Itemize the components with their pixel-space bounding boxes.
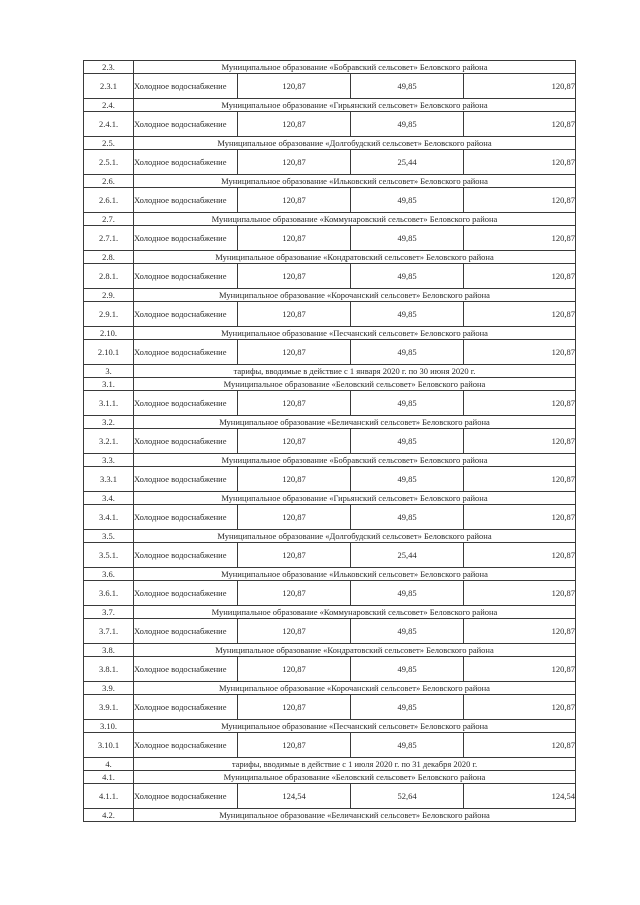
tariff-value-2: 49,85 bbox=[351, 391, 464, 416]
row-number: 3.6.1. bbox=[84, 581, 134, 606]
tariff-value-1: 120,87 bbox=[238, 340, 351, 365]
section-header-row bbox=[84, 99, 576, 112]
tariff-value-2: 49,85 bbox=[351, 302, 464, 327]
service-name: Холодное водоснабжение bbox=[134, 619, 238, 644]
tariff-value-1: 120,87 bbox=[238, 226, 351, 251]
row-number: 2.3.1 bbox=[84, 74, 134, 99]
tariff-value-1: 120,87 bbox=[238, 74, 351, 99]
section-title: Муниципальное образование «Долгобудский сельсовет» Беловского района bbox=[134, 530, 576, 543]
section-header-row bbox=[84, 137, 576, 150]
tariff-value-3: 120,87 bbox=[464, 695, 576, 720]
row-number: 3.1. bbox=[84, 378, 134, 391]
tariff-value-1: 120,87 bbox=[238, 695, 351, 720]
section-header-row bbox=[84, 682, 576, 695]
tariff-value-2: 49,85 bbox=[351, 619, 464, 644]
tariff-value-2: 52,64 bbox=[351, 784, 464, 809]
tariff-value-2: 49,85 bbox=[351, 264, 464, 289]
section-header-row bbox=[84, 809, 576, 822]
service-name: Холодное водоснабжение bbox=[134, 391, 238, 416]
row-number: 3.5. bbox=[84, 530, 134, 543]
section-title: Муниципальное образование «Песчанский сельсовет» Беловского района bbox=[134, 327, 576, 340]
section-header-row bbox=[84, 530, 576, 543]
section-header-row bbox=[84, 568, 576, 581]
row-number: 3.7. bbox=[84, 606, 134, 619]
section-title: Муниципальное образование «Коммунаровский сельсовет» Беловского района bbox=[134, 606, 576, 619]
row-number: 3.8. bbox=[84, 644, 134, 657]
row-number: 2.10. bbox=[84, 327, 134, 340]
section-title: Муниципальное образование «Песчанский сельсовет» Беловского района bbox=[134, 720, 576, 733]
tariff-row bbox=[84, 226, 576, 251]
row-number: 2.5.1. bbox=[84, 150, 134, 175]
row-number: 3. bbox=[84, 365, 134, 378]
section-header-row bbox=[84, 61, 576, 74]
tariff-value-3: 120,87 bbox=[464, 264, 576, 289]
tariff-value-2: 49,85 bbox=[351, 429, 464, 454]
row-number: 2.8.1. bbox=[84, 264, 134, 289]
row-number: 3.10. bbox=[84, 720, 134, 733]
row-number: 2.6. bbox=[84, 175, 134, 188]
tariff-row bbox=[84, 733, 576, 758]
row-number: 2.6.1. bbox=[84, 188, 134, 213]
tariff-value-1: 120,87 bbox=[238, 188, 351, 213]
tariff-value-2: 49,85 bbox=[351, 226, 464, 251]
row-number: 2.9.1. bbox=[84, 302, 134, 327]
tariff-row bbox=[84, 302, 576, 327]
section-header-row bbox=[84, 251, 576, 264]
tariff-row bbox=[84, 150, 576, 175]
section-title: Муниципальное образование «Гирьянский сельсовет» Беловского района bbox=[134, 492, 576, 505]
row-number: 3.10.1 bbox=[84, 733, 134, 758]
tariff-value-3: 120,87 bbox=[464, 188, 576, 213]
tariff-row bbox=[84, 657, 576, 682]
row-number: 3.3.1 bbox=[84, 467, 134, 492]
section-title: тарифы, вводимые в действие с 1 июля 2020 г. по 31 декабря 2020 г. bbox=[134, 758, 576, 771]
row-number: 2.10.1 bbox=[84, 340, 134, 365]
row-number: 2.4.1. bbox=[84, 112, 134, 137]
tariff-row bbox=[84, 429, 576, 454]
tariff-table bbox=[83, 60, 576, 822]
section-header-row bbox=[84, 378, 576, 391]
service-name: Холодное водоснабжение bbox=[134, 581, 238, 606]
row-number: 3.2. bbox=[84, 416, 134, 429]
service-name: Холодное водоснабжение bbox=[134, 505, 238, 530]
tariff-value-2: 49,85 bbox=[351, 188, 464, 213]
section-header-row bbox=[84, 416, 576, 429]
section-title: Муниципальное образование «Долгобудский сельсовет» Беловского района bbox=[134, 137, 576, 150]
section-header-row bbox=[84, 327, 576, 340]
tariff-value-3: 120,87 bbox=[464, 112, 576, 137]
row-number: 2.3. bbox=[84, 61, 134, 74]
row-number: 3.4.1. bbox=[84, 505, 134, 530]
tariff-row bbox=[84, 695, 576, 720]
tariff-value-3: 120,87 bbox=[464, 340, 576, 365]
section-title: Муниципальное образование «Ильковский сельсовет» Беловского района bbox=[134, 568, 576, 581]
tariff-value-3: 120,87 bbox=[464, 733, 576, 758]
service-name: Холодное водоснабжение bbox=[134, 784, 238, 809]
tariff-value-3: 120,87 bbox=[464, 391, 576, 416]
tariff-value-1: 120,87 bbox=[238, 619, 351, 644]
tariff-row bbox=[84, 467, 576, 492]
tariff-value-3: 120,87 bbox=[464, 657, 576, 682]
tariff-value-3: 124,54 bbox=[464, 784, 576, 809]
row-number: 3.6. bbox=[84, 568, 134, 581]
section-title: Муниципальное образование «Корочанский сельсовет» Беловского района bbox=[134, 289, 576, 302]
service-name: Холодное водоснабжение bbox=[134, 657, 238, 682]
tariff-value-2: 49,85 bbox=[351, 657, 464, 682]
service-name: Холодное водоснабжение bbox=[134, 188, 238, 213]
row-number: 2.8. bbox=[84, 251, 134, 264]
section-title: Муниципальное образование «Кондратовский сельсовет» Беловского района bbox=[134, 644, 576, 657]
row-number: 2.5. bbox=[84, 137, 134, 150]
row-number: 3.4. bbox=[84, 492, 134, 505]
tariff-value-2: 49,85 bbox=[351, 695, 464, 720]
tariff-value-3: 120,87 bbox=[464, 150, 576, 175]
row-number: 3.1.1. bbox=[84, 391, 134, 416]
row-number: 2.7.1. bbox=[84, 226, 134, 251]
row-number: 4.2. bbox=[84, 809, 134, 822]
row-number: 2.9. bbox=[84, 289, 134, 302]
service-name: Холодное водоснабжение bbox=[134, 429, 238, 454]
row-number: 3.9. bbox=[84, 682, 134, 695]
tariff-value-1: 120,87 bbox=[238, 543, 351, 568]
service-name: Холодное водоснабжение bbox=[134, 543, 238, 568]
tariff-row bbox=[84, 112, 576, 137]
row-number: 3.5.1. bbox=[84, 543, 134, 568]
row-number: 3.7.1. bbox=[84, 619, 134, 644]
tariff-value-3: 120,87 bbox=[464, 467, 576, 492]
tariff-row bbox=[84, 74, 576, 99]
section-header-row bbox=[84, 454, 576, 467]
tariff-row bbox=[84, 391, 576, 416]
tariff-value-3: 120,87 bbox=[464, 505, 576, 530]
tariff-value-2: 49,85 bbox=[351, 74, 464, 99]
section-header-row bbox=[84, 606, 576, 619]
service-name: Холодное водоснабжение bbox=[134, 733, 238, 758]
section-title: Муниципальное образование «Гирьянский сельсовет» Беловского района bbox=[134, 99, 576, 112]
tariff-value-2: 49,85 bbox=[351, 467, 464, 492]
tariff-value-1: 120,87 bbox=[238, 302, 351, 327]
row-number: 4. bbox=[84, 758, 134, 771]
section-title: Муниципальное образование «Корочанский сельсовет» Беловского района bbox=[134, 682, 576, 695]
tariff-value-1: 120,87 bbox=[238, 505, 351, 530]
tariff-value-1: 124,54 bbox=[238, 784, 351, 809]
tariff-value-3: 120,87 bbox=[464, 226, 576, 251]
tariff-row bbox=[84, 619, 576, 644]
tariff-row bbox=[84, 188, 576, 213]
tariff-value-2: 49,85 bbox=[351, 733, 464, 758]
tariff-row bbox=[84, 340, 576, 365]
tariff-row bbox=[84, 784, 576, 809]
section-header-row bbox=[84, 175, 576, 188]
row-number: 3.9.1. bbox=[84, 695, 134, 720]
row-number: 4.1.1. bbox=[84, 784, 134, 809]
tariff-value-1: 120,87 bbox=[238, 733, 351, 758]
tariff-value-1: 120,87 bbox=[238, 112, 351, 137]
service-name: Холодное водоснабжение bbox=[134, 302, 238, 327]
tariff-row bbox=[84, 264, 576, 289]
section-header-row bbox=[84, 644, 576, 657]
tariff-value-1: 120,87 bbox=[238, 264, 351, 289]
tariff-value-3: 120,87 bbox=[464, 619, 576, 644]
tariff-value-1: 120,87 bbox=[238, 150, 351, 175]
tariff-value-1: 120,87 bbox=[238, 657, 351, 682]
tariff-row bbox=[84, 543, 576, 568]
section-title: Муниципальное образование «Коммунаровский сельсовет» Беловского района bbox=[134, 213, 576, 226]
tariff-row bbox=[84, 581, 576, 606]
tariff-value-3: 120,87 bbox=[464, 302, 576, 327]
row-number: 2.4. bbox=[84, 99, 134, 112]
service-name: Холодное водоснабжение bbox=[134, 264, 238, 289]
tariff-value-2: 49,85 bbox=[351, 505, 464, 530]
tariff-value-3: 120,87 bbox=[464, 74, 576, 99]
section-title: тарифы, вводимые в действие с 1 января 2020 г. по 30 июня 2020 г. bbox=[134, 365, 576, 378]
tariff-value-3: 120,87 bbox=[464, 429, 576, 454]
section-header-row bbox=[84, 365, 576, 378]
section-title: Муниципальное образование «Бобравский сельсовет» Беловского района bbox=[134, 454, 576, 467]
row-number: 3.8.1. bbox=[84, 657, 134, 682]
tariff-value-1: 120,87 bbox=[238, 467, 351, 492]
service-name: Холодное водоснабжение bbox=[134, 112, 238, 137]
tariff-value-3: 120,87 bbox=[464, 581, 576, 606]
row-number: 3.2.1. bbox=[84, 429, 134, 454]
section-header-row bbox=[84, 771, 576, 784]
section-title: Муниципальное образование «Бобравский сельсовет» Беловского района bbox=[134, 61, 576, 74]
tariff-value-2: 49,85 bbox=[351, 581, 464, 606]
section-title: Муниципальное образование «Беловский сельсовет» Беловского района bbox=[134, 378, 576, 391]
tariff-row bbox=[84, 505, 576, 530]
tariff-value-2: 25,44 bbox=[351, 543, 464, 568]
section-header-row bbox=[84, 720, 576, 733]
tariff-value-3: 120,87 bbox=[464, 543, 576, 568]
service-name: Холодное водоснабжение bbox=[134, 74, 238, 99]
section-header-row bbox=[84, 213, 576, 226]
tariff-value-1: 120,87 bbox=[238, 391, 351, 416]
service-name: Холодное водоснабжение bbox=[134, 150, 238, 175]
tariff-table-body bbox=[84, 61, 576, 822]
tariff-value-2: 49,85 bbox=[351, 112, 464, 137]
service-name: Холодное водоснабжение bbox=[134, 340, 238, 365]
service-name: Холодное водоснабжение bbox=[134, 226, 238, 251]
section-header-row bbox=[84, 758, 576, 771]
section-title: Муниципальное образование «Беличанский сельсовет» Беловского района bbox=[134, 809, 576, 822]
section-header-row bbox=[84, 289, 576, 302]
row-number: 4.1. bbox=[84, 771, 134, 784]
service-name: Холодное водоснабжение bbox=[134, 467, 238, 492]
tariff-value-2: 25,44 bbox=[351, 150, 464, 175]
tariff-value-1: 120,87 bbox=[238, 429, 351, 454]
section-header-row bbox=[84, 492, 576, 505]
section-title: Муниципальное образование «Ильковский сельсовет» Беловского района bbox=[134, 175, 576, 188]
tariff-value-1: 120,87 bbox=[238, 581, 351, 606]
section-title: Муниципальное образование «Беличанский сельсовет» Беловского района bbox=[134, 416, 576, 429]
section-title: Муниципальное образование «Кондратовский сельсовет» Беловского района bbox=[134, 251, 576, 264]
tariff-value-2: 49,85 bbox=[351, 340, 464, 365]
section-title: Муниципальное образование «Беловский сельсовет» Беловского района bbox=[134, 771, 576, 784]
service-name: Холодное водоснабжение bbox=[134, 695, 238, 720]
row-number: 3.3. bbox=[84, 454, 134, 467]
row-number: 2.7. bbox=[84, 213, 134, 226]
